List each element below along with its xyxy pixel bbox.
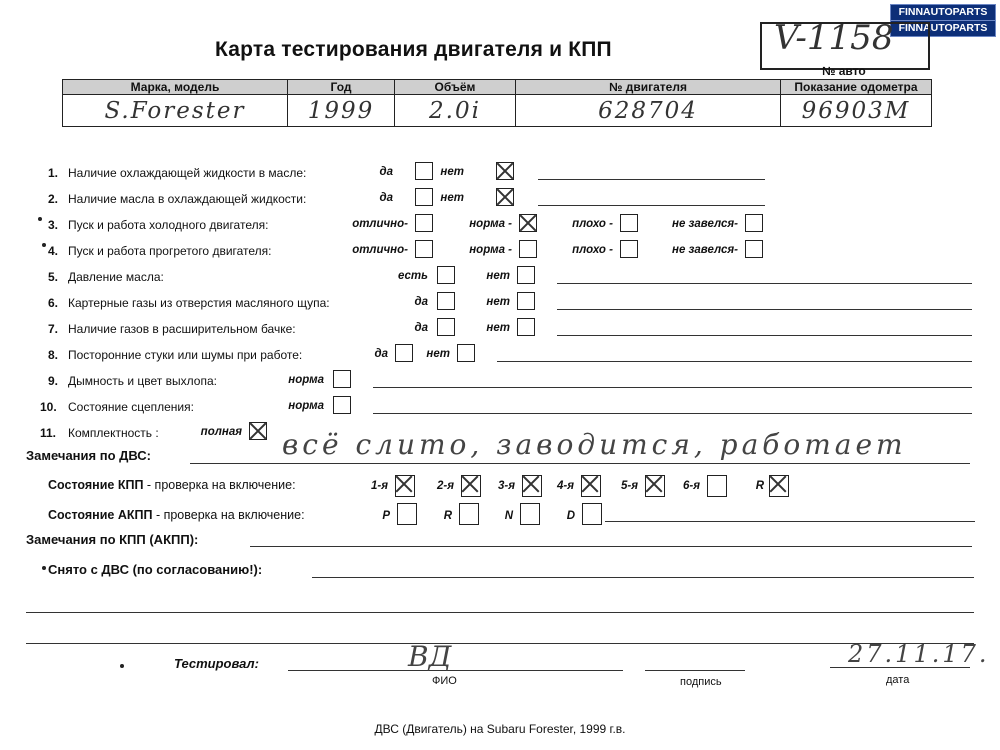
- option-label: да: [414, 296, 428, 308]
- checked-checkbox[interactable]: [496, 188, 514, 206]
- option-label: нет: [486, 322, 510, 334]
- checkbox[interactable]: [620, 240, 638, 258]
- blank-line-1: [26, 612, 974, 613]
- option-label: нет: [440, 166, 464, 178]
- checked-checkbox[interactable]: [249, 422, 267, 440]
- option-label: плохо -: [572, 218, 613, 230]
- gear-label: 2-я: [437, 480, 454, 492]
- checkbox[interactable]: [745, 240, 763, 258]
- notes-line: [557, 309, 972, 310]
- item-number: 6.: [48, 296, 59, 310]
- option-label: есть: [398, 270, 428, 282]
- value-engine-number: 628704: [516, 95, 781, 127]
- notes-line: [557, 335, 972, 336]
- option-label: плохо -: [572, 244, 613, 256]
- value-volume: 2.0i: [395, 95, 516, 127]
- gear-checkbox[interactable]: [582, 503, 602, 525]
- option-label: полная: [200, 426, 242, 438]
- option-label: норма: [288, 374, 324, 386]
- item-number: 11.: [40, 426, 57, 440]
- tester-value: ВД: [408, 640, 452, 673]
- bullet-mark: [38, 217, 42, 221]
- option-label: да: [379, 192, 393, 204]
- option-label: да: [379, 166, 393, 178]
- option-label: нет: [426, 348, 450, 360]
- removed-line: [312, 577, 974, 578]
- item-number: 10.: [40, 400, 57, 414]
- akpp-sub: - проверка на включение:: [152, 508, 305, 522]
- tested-label: Тестировал:: [174, 656, 259, 671]
- date-label: дата: [886, 674, 910, 686]
- vehicle-info-table: [62, 79, 932, 127]
- kpp-title: Состояние КПП: [48, 478, 144, 492]
- checkbox[interactable]: [457, 344, 475, 362]
- col-header-model: Марка, модель: [63, 80, 288, 95]
- value-odometer: 96903M: [781, 95, 932, 127]
- akpp-title: Состояние АКПП: [48, 508, 153, 522]
- remarks-dvs-line: [190, 463, 970, 464]
- auto-number-label: № авто: [822, 64, 866, 78]
- notes-line: [497, 361, 972, 362]
- option-label: норма -: [469, 218, 512, 230]
- item-label: Дымность и цвет выхлопа:: [68, 374, 217, 388]
- gear-label: 1-я: [371, 480, 388, 492]
- item-label: Картерные газы из отверстия масляного щупа:: [68, 296, 330, 310]
- checkbox[interactable]: [333, 370, 351, 388]
- checked-checkbox[interactable]: [496, 162, 514, 180]
- item-number: 7.: [48, 322, 59, 336]
- item-label: Наличие масла в охлаждающей жидкости:: [68, 192, 307, 206]
- watermark-line-2: FINNAUTOPARTS: [891, 20, 995, 36]
- item-label: Пуск и работа прогретого двигателя:: [68, 244, 272, 258]
- notes-line: [538, 205, 765, 206]
- remarks-dvs-label: Замечания по ДВС:: [26, 448, 151, 463]
- col-header-odometer: Показание одометра: [781, 80, 932, 95]
- item-number: 3.: [48, 218, 59, 232]
- bullet-mark: [120, 664, 124, 668]
- notes-line: [373, 387, 972, 388]
- checkbox[interactable]: [745, 214, 763, 232]
- option-label: нет: [440, 192, 464, 204]
- kpp-label: [48, 478, 296, 492]
- checkbox[interactable]: [517, 318, 535, 336]
- gear-label: 6-я: [683, 480, 700, 492]
- notes-line: [373, 413, 972, 414]
- remarks-kpp-label: Замечания по КПП (АКПП):: [26, 532, 199, 547]
- option-label: да: [414, 322, 428, 334]
- checkbox[interactable]: [517, 292, 535, 310]
- item-number: 5.: [48, 270, 59, 284]
- fio-label: ФИО: [432, 675, 457, 687]
- item-number: 4.: [48, 244, 59, 258]
- option-label: не завелся-: [672, 244, 738, 256]
- option-label: не завелся-: [672, 218, 738, 230]
- option-label: норма -: [469, 244, 512, 256]
- item-number: 9.: [48, 374, 59, 388]
- option-label: да: [374, 348, 388, 360]
- date-value: 27.11.17.: [848, 640, 990, 668]
- checked-gear-checkbox[interactable]: [769, 475, 789, 497]
- item-label: Давление масла:: [68, 270, 164, 284]
- gear-label: 5-я: [621, 480, 638, 492]
- bullet-mark: [42, 243, 46, 247]
- item-number: 2.: [48, 192, 59, 206]
- option-label: отлично-: [352, 244, 408, 256]
- col-header-engine-number: № двигателя: [516, 80, 781, 95]
- gear-label: N: [504, 510, 513, 522]
- checkbox[interactable]: [333, 396, 351, 414]
- gear-label: R: [755, 480, 764, 492]
- option-label: норма: [288, 400, 324, 412]
- akpp-label: [48, 508, 305, 522]
- option-label: отлично-: [352, 218, 408, 230]
- signature-line: [645, 670, 745, 671]
- gear-label: P: [382, 510, 390, 522]
- value-model: S.Forester: [63, 95, 288, 127]
- remarks-dvs-value: всё слито, заводится, работает: [282, 428, 907, 461]
- option-label: нет: [486, 296, 510, 308]
- fio-line: [288, 670, 623, 671]
- col-header-volume: Объём: [395, 80, 516, 95]
- item-label: Комплектность :: [68, 426, 159, 440]
- gear-label: D: [566, 510, 575, 522]
- remarks-kpp-line: [250, 546, 972, 547]
- option-label: нет: [486, 270, 510, 282]
- page-title: Карта тестирования двигателя и КПП: [215, 38, 612, 61]
- watermark-line-1: FINNAUTOPARTS: [898, 6, 988, 18]
- auto-number-value: V-1158: [774, 18, 894, 58]
- gear-label: 3-я: [498, 480, 515, 492]
- kpp-sub: - проверка на включение:: [143, 478, 296, 492]
- item-label: Посторонние стуки или шумы при работе:: [68, 348, 303, 362]
- item-label: Пуск и работа холодного двигателя:: [68, 218, 269, 232]
- bullet-mark: [42, 566, 46, 570]
- notes-line: [538, 179, 765, 180]
- signature-label: подпись: [680, 676, 722, 688]
- item-number: 1.: [48, 166, 59, 180]
- blank-line-2: [26, 643, 974, 644]
- removed-label: Снято с ДВС (по согласованию!):: [48, 562, 263, 577]
- checkbox[interactable]: [517, 266, 535, 284]
- akpp-line: [605, 521, 975, 522]
- image-caption: ДВС (Двигатель) на Subaru Forester, 1999 г.в.: [374, 722, 626, 736]
- col-header-year: Год: [288, 80, 395, 95]
- item-label: Наличие охлаждающей жидкости в масле:: [68, 166, 307, 180]
- item-label: Состояние сцепления:: [68, 400, 194, 414]
- checkbox[interactable]: [620, 214, 638, 232]
- gear-label: 4-я: [557, 480, 574, 492]
- value-year: 1999: [288, 95, 395, 127]
- item-number: 8.: [48, 348, 59, 362]
- item-label: Наличие газов в расширительном бачке:: [68, 322, 296, 336]
- gear-label: R: [443, 510, 452, 522]
- notes-line: [557, 283, 972, 284]
